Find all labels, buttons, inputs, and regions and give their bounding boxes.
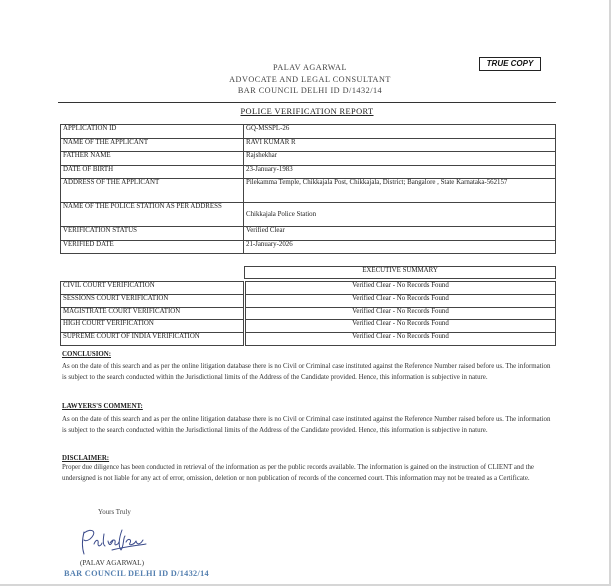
court-label: CIVIL COURT VERIFICATION: [61, 282, 244, 295]
detail-label: NAME OF THE APPLICANT: [61, 138, 244, 152]
table-row: [61, 152, 556, 166]
bar-council-id: BAR COUNCIL DELHI ID D/1432/14: [237, 86, 383, 95]
table-row: [61, 227, 556, 241]
court-result: Verified Clear - No Records Found: [246, 282, 556, 295]
conclusion-text: As on the date of this search and as per the online litigation database there is no Civil or Criminal case instituted against the Reference Number raised before us. The information is subject to the search conducted within the Jurisdictional limits of the Address of the Candidate provided. Hence, this information is subjective in nature.: [62, 363, 551, 382]
table-row: [61, 125, 556, 139]
detail-value: RAVI KUMAR R: [244, 138, 556, 152]
handwritten-signature: [78, 524, 148, 561]
table-row: [61, 333, 556, 346]
court-label: SUPREME COURT OF INDIA VERIFICATION: [61, 333, 244, 346]
court-result: Verified Clear - No Records Found: [246, 294, 556, 307]
detail-label: FATHER NAME: [61, 152, 244, 166]
applicant-details-table: [60, 124, 556, 254]
court-label: MAGISTRATE COURT VERIFICATION: [61, 307, 244, 320]
true-copy-stamp: TRUE COPY: [479, 57, 541, 71]
detail-value: 23-January-1983: [244, 165, 556, 179]
detail-value: Chikkajala Police Station: [244, 203, 556, 227]
table-row: [61, 320, 556, 333]
header-divider: [58, 102, 556, 103]
table-row: [61, 203, 556, 227]
detail-label: VERIFICATION STATUS: [61, 227, 244, 241]
executive-summary-header: [244, 266, 556, 279]
court-result: Verified Clear - No Records Found: [246, 333, 556, 346]
table-row: [61, 165, 556, 179]
signer-name: (PALAV AGARWAL): [80, 559, 144, 567]
detail-value: 21-January-2026: [244, 240, 556, 254]
conclusion-heading: CONCLUSION:: [62, 351, 112, 358]
lawyers-comment-heading: LAWYERS'S COMMENT:: [62, 403, 143, 410]
letterhead: [160, 62, 460, 97]
detail-value: Rajshekhar: [244, 152, 556, 166]
table-row: [61, 294, 556, 307]
disclaimer-heading: DISCLAIMER:: [62, 455, 110, 462]
yours-truly: Yours Truly: [98, 509, 131, 516]
executive-summary-heading: EXECUTIVE SUMMARY: [245, 267, 556, 279]
advocate-title: ADVOCATE AND LEGAL CONSULTANT: [229, 74, 391, 84]
table-row: [61, 179, 556, 203]
detail-label: VERIFIED DATE: [61, 240, 244, 254]
court-label: HIGH COURT VERIFICATION: [61, 320, 244, 333]
lawyers-comment-text: As on the date of this search and as per the online litigation database there is no Civil or Criminal case instituted against the Reference Number raised before us. The information is subject to the search conducted within the Jurisdictional limits of the Address of the Candidate provided. Hence, this information is subjective in nature.: [62, 416, 551, 435]
advocate-name: PALAV AGARWAL: [273, 63, 347, 72]
detail-label: NAME OF THE POLICE STATION AS PER ADDRESS: [61, 203, 244, 227]
court-verification-table: [60, 281, 556, 346]
disclaimer-text: Proper due diligence has been conducted in retrieval of the information as per the public records available. The information is gained on the instruction of CLIENT and the undersigned is not liable for any act of error, omission, deletion or non publication of records of the concerned court. This information may not be treated as a Certificate.: [62, 464, 534, 483]
table-row: [61, 240, 556, 254]
signer-bar-id: BAR COUNCIL DELHI ID D/1432/14: [64, 569, 209, 578]
detail-value: Verified Clear: [244, 227, 556, 241]
detail-label: APPLICATION ID: [61, 125, 244, 139]
table-row: [61, 282, 556, 295]
court-result: Verified Clear - No Records Found: [246, 307, 556, 320]
report-title: POLICE VERIFICATION REPORT: [240, 107, 374, 116]
table-row: [61, 138, 556, 152]
court-result: Verified Clear - No Records Found: [246, 320, 556, 333]
court-label: SESSIONS COURT VERIFICATION: [61, 294, 244, 307]
detail-label: DATE OF BIRTH: [61, 165, 244, 179]
detail-value: GQ-MSSPL-26: [244, 125, 556, 139]
detail-value: Pilekamma Temple, Chikkajala Post, Chikkajala, District; Bangalore , State Karnataka-562157: [244, 179, 556, 203]
detail-label: ADDRESS OF THE APPLICANT: [61, 179, 244, 203]
table-row: [61, 307, 556, 320]
